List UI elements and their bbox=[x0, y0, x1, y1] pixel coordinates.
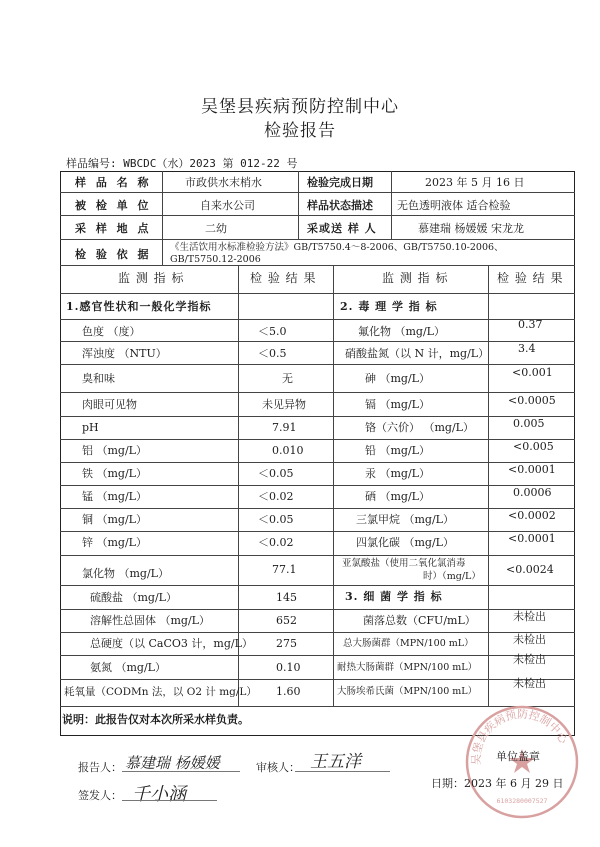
sample-name-value: 市政供水末梢水 bbox=[185, 176, 262, 189]
right-result-header: 检 验 结 果 bbox=[497, 271, 564, 285]
left-row-name: 铝 （mg/L） bbox=[82, 444, 147, 457]
seal-label: 单位盖章 bbox=[496, 750, 540, 763]
location-label: 采 样 地 点 bbox=[75, 222, 152, 235]
sender-value: 慕建瑞 杨媛媛 宋龙龙 bbox=[418, 222, 524, 235]
bact-row-name: 总大肠菌群（MPN/100 mL） bbox=[343, 638, 474, 649]
seal-code: 6103280007527 bbox=[496, 797, 548, 805]
seal-text: 吴堡县疾病预防控制中心 bbox=[469, 707, 571, 766]
left-row-name: 硫酸盐 （mg/L） bbox=[90, 591, 177, 604]
bact-row-value: 未检出 bbox=[513, 653, 546, 666]
left-row-value: ＜0.02 bbox=[258, 490, 294, 503]
left-row-value: 275 bbox=[276, 637, 297, 650]
left-row-value: 145 bbox=[276, 591, 297, 604]
sample-state-value: 无色透明液体 适合检验 bbox=[397, 199, 511, 212]
right-indicator-header: 监 测 指 标 bbox=[382, 271, 449, 285]
left-row-value: ＜0.05 bbox=[258, 513, 294, 526]
right-row-value: 0.005 bbox=[513, 417, 545, 430]
left-indicator-header: 监 测 指 标 bbox=[118, 271, 185, 285]
left-row-name: 锰 （mg/L） bbox=[82, 490, 147, 503]
left-row-name: 耗氧量（CODMn 法，以 O2 计 mg/L） bbox=[64, 686, 257, 698]
org-title: 吴堡县疾病预防控制中心 bbox=[201, 97, 399, 117]
left-row-name: 铁 （mg/L） bbox=[82, 467, 147, 480]
left-result-header: 检 验 结 果 bbox=[250, 271, 317, 285]
left-row-name: 锌 （mg/L） bbox=[82, 536, 147, 549]
location-value: 二幼 bbox=[205, 222, 227, 235]
issuer-signature: 千小涵 bbox=[132, 784, 186, 805]
left-row-name: 色度 （度） bbox=[82, 325, 141, 338]
left-row-name: 氨氮 （mg/L） bbox=[90, 661, 166, 674]
reporter-label: 报告人： bbox=[78, 761, 122, 774]
left-row-value: 0.010 bbox=[272, 444, 304, 457]
left-row-value: 7.91 bbox=[272, 421, 297, 434]
right-row-value: <0.0005 bbox=[508, 394, 556, 407]
left-row-value: 无 bbox=[282, 372, 293, 385]
left-row-name: 肉眼可见物 bbox=[82, 398, 137, 411]
bact-row-value: 未检出 bbox=[513, 633, 546, 646]
left-row-value: 1.60 bbox=[276, 685, 301, 698]
reviewer-signature: 王五洋 bbox=[310, 752, 361, 772]
sample-number-value: WBCDC（水）2023 第 012-22 号 bbox=[123, 157, 298, 170]
inspected-unit-label: 被 检 单 位 bbox=[75, 199, 152, 212]
sample-name-label: 样 品 名 称 bbox=[75, 176, 152, 189]
right-row-name: 硝酸盐氮（以 N 计，mg/L） bbox=[345, 347, 490, 360]
right-row-value: <0.0001 bbox=[508, 463, 556, 476]
right-row-name: 铅 （mg/L） bbox=[365, 444, 430, 457]
right-row-value: <0.0001 bbox=[508, 532, 556, 545]
right-row-value: <0.0002 bbox=[508, 509, 556, 522]
chlorite-value: <0.0024 bbox=[506, 563, 554, 576]
bact-row-value: 未检出 bbox=[513, 677, 546, 690]
left-row-name: pH bbox=[82, 421, 99, 434]
left-row-name: 臭和味 bbox=[82, 372, 115, 385]
reporter-signature: 慕建瑞 杨媛媛 bbox=[125, 754, 220, 772]
bact-section-header: 3. 细 菌 学 指 标 bbox=[345, 590, 443, 603]
chlorite-name-line-2: 时）（mg/L） bbox=[423, 571, 481, 582]
report-note: 说明：此报告仅对本次所采水样负责。 bbox=[62, 713, 249, 726]
basis-line-1: 《生活饮用水标准检验方法》GB/T5750.4～8-2006、GB/T5750.10-2006、 bbox=[170, 242, 504, 253]
right-row-name: 砷 （mg/L） bbox=[365, 372, 430, 385]
left-row-value: 652 bbox=[276, 614, 297, 627]
right-row-name: 氟化物 （mg/L） bbox=[358, 325, 445, 338]
right-row-name: 三氯甲烷 （mg/L） bbox=[356, 513, 454, 526]
right-row-value: 0.37 bbox=[518, 318, 543, 331]
left-row-value: 77.1 bbox=[272, 563, 297, 576]
left-row-value: 未见异物 bbox=[262, 398, 306, 411]
toxic-section-header: 2. 毒 理 学 指 标 bbox=[340, 300, 438, 313]
left-row-name: 浑浊度 （NTU） bbox=[82, 347, 167, 360]
chlorite-name-line-1: 亚氯酸盐（使用二氧化氯消毒 bbox=[342, 558, 466, 569]
left-row-name: 氯化物 （mg/L） bbox=[82, 567, 169, 580]
sample-state-label: 样品状态描述 bbox=[307, 199, 373, 212]
report-date: 日期：2023 年 6 月 29 日 bbox=[431, 777, 564, 790]
right-row-name: 四氯化碳 （mg/L） bbox=[356, 536, 454, 549]
left-row-value: 0.10 bbox=[276, 661, 301, 674]
done-date-value: 2023 年 5 月 16 日 bbox=[425, 176, 525, 189]
left-row-name: 总硬度（以 CaCO3 计，mg/L） bbox=[90, 637, 253, 650]
right-row-value: <0.005 bbox=[513, 440, 554, 453]
right-row-value: <0.001 bbox=[512, 366, 553, 379]
right-row-name: 硒 （mg/L） bbox=[365, 490, 430, 503]
right-row-name: 汞 （mg/L） bbox=[365, 467, 430, 480]
reviewer-label: 审核人： bbox=[256, 761, 300, 774]
report-title: 检验报告 bbox=[264, 121, 336, 141]
issuer-label: 签发人： bbox=[78, 789, 122, 802]
left-row-value: ＜0.05 bbox=[258, 467, 294, 480]
basis-label: 检 验 依 据 bbox=[75, 248, 152, 261]
left-row-name: 铜 （mg/L） bbox=[82, 513, 147, 526]
right-row-value: 3.4 bbox=[518, 342, 536, 355]
sample-number bbox=[66, 155, 297, 171]
left-row-value: ＜0.5 bbox=[258, 347, 287, 360]
bact-row-name: 耐热大肠菌群（MPN/100 mL） bbox=[337, 662, 478, 673]
left-row-value: ＜5.0 bbox=[258, 325, 287, 338]
basis-line-2: GB/T5750.12-2006 bbox=[170, 254, 261, 265]
sample-number-label: 样品编号: bbox=[66, 157, 117, 170]
bact-row-name: 菌落总数（CFU/mL） bbox=[363, 614, 476, 627]
left-row-value: ＜0.02 bbox=[258, 536, 294, 549]
bact-row-value: 未检出 bbox=[513, 610, 546, 623]
right-row-name: 镉 （mg/L） bbox=[365, 398, 430, 411]
right-row-value: 0.0006 bbox=[513, 486, 552, 499]
left-row-name: 溶解性总固体 （mg/L） bbox=[90, 614, 210, 627]
inspected-unit-value: 自来水公司 bbox=[200, 199, 255, 212]
left-section-header: 1.感官性状和一般化学指标 bbox=[66, 300, 212, 313]
bact-row-name: 大肠埃希氏菌（MPN/100 mL） bbox=[337, 686, 478, 697]
right-row-name: 铬（六价） （mg/L） bbox=[365, 421, 474, 434]
done-date-label: 检验完成日期 bbox=[307, 176, 373, 189]
sender-label: 采或送 样 人 bbox=[307, 222, 377, 235]
